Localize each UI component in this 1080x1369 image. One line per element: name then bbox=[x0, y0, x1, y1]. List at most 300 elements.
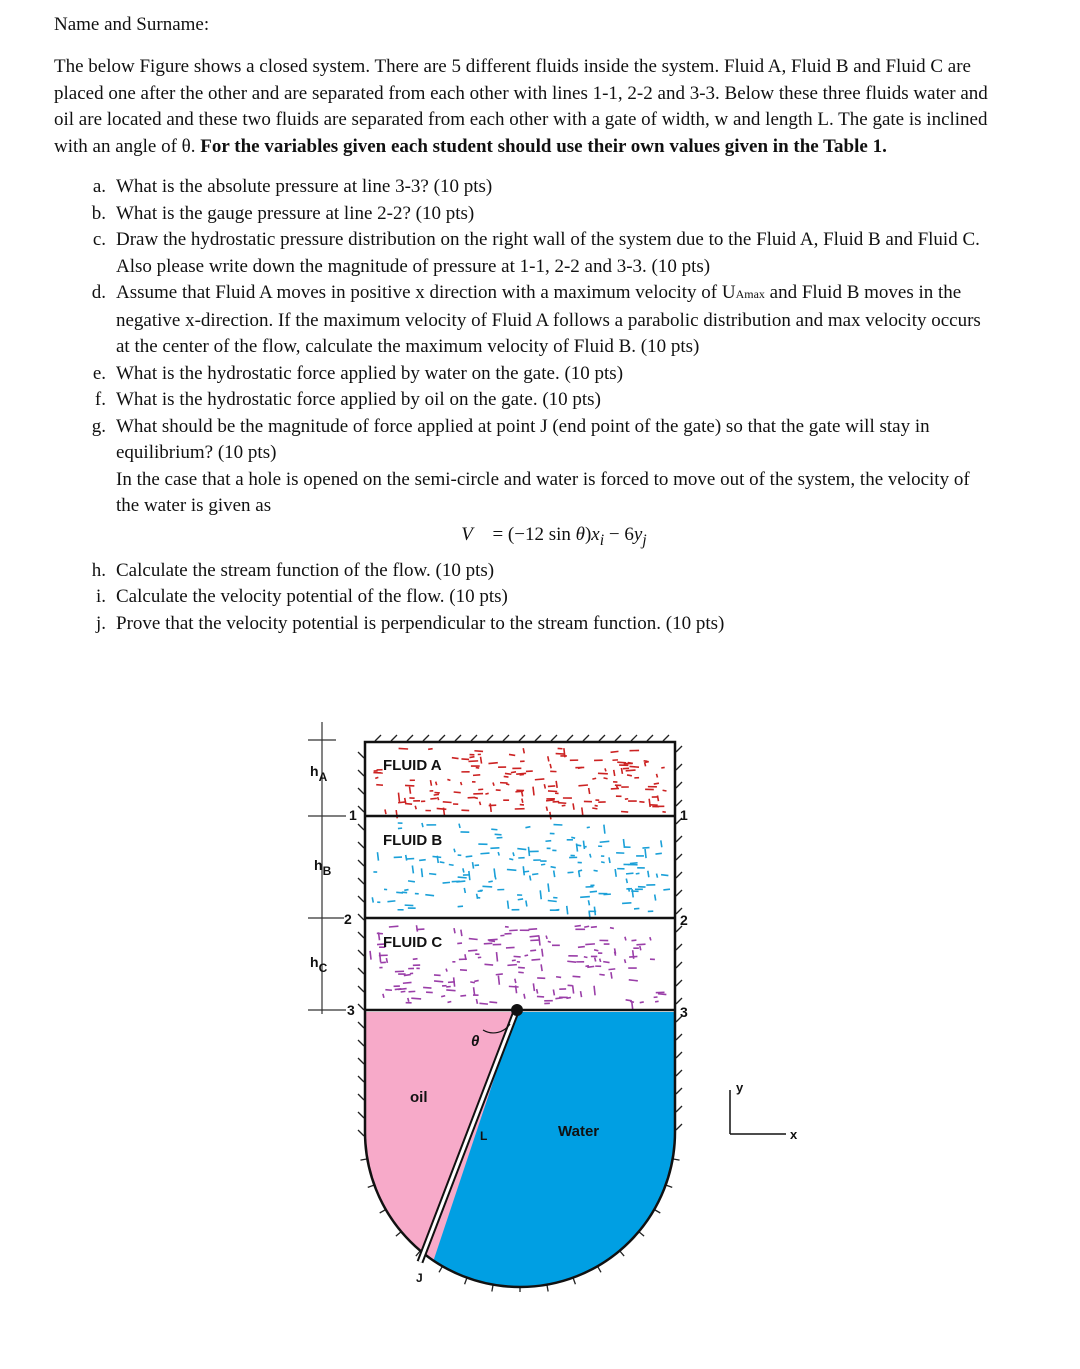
fluid-dash bbox=[640, 1002, 644, 1003]
fluid-dash bbox=[449, 864, 454, 865]
eq-vector: V⃗ bbox=[461, 523, 488, 545]
fluid-dash bbox=[599, 974, 604, 975]
intro-bold: For the variables given each student should use their own values given in the Table 1. bbox=[200, 135, 887, 157]
fluid-dash bbox=[621, 768, 622, 774]
fluid-dash bbox=[498, 852, 499, 855]
fluid-dash bbox=[655, 894, 656, 900]
hatch-mark bbox=[358, 968, 364, 974]
fluid-dash bbox=[386, 958, 387, 963]
fluid-dash bbox=[473, 862, 474, 868]
fluid-dash bbox=[479, 1003, 487, 1004]
fluid-dash bbox=[494, 868, 495, 876]
water-label: Water bbox=[558, 1123, 600, 1140]
hatch-mark bbox=[676, 890, 682, 896]
fluid-dash bbox=[452, 758, 459, 759]
hatch-mark bbox=[676, 1034, 682, 1040]
fluid-dash bbox=[480, 802, 481, 805]
document-page bbox=[54, 10, 994, 637]
fluid-dash bbox=[511, 772, 516, 773]
axis-x-label: x bbox=[790, 1127, 798, 1142]
fluid-dash bbox=[377, 852, 378, 860]
fluid-dash bbox=[468, 761, 478, 762]
fluid-dash bbox=[398, 793, 399, 802]
hatch-mark bbox=[358, 914, 364, 920]
fluid-dash bbox=[372, 897, 373, 902]
fluid-dash bbox=[640, 946, 641, 950]
hatch-mark bbox=[676, 1088, 682, 1094]
hatch-mark bbox=[358, 1076, 364, 1082]
fluid-dash bbox=[518, 899, 523, 900]
fluid-dash bbox=[554, 870, 555, 877]
hatch-mark bbox=[631, 735, 637, 741]
fluid-dash bbox=[460, 995, 466, 996]
hatch-mark bbox=[358, 1112, 364, 1118]
fluid-dash bbox=[387, 901, 395, 902]
fluid-dash bbox=[411, 998, 421, 999]
fluid-dash bbox=[488, 881, 492, 882]
question-list bbox=[54, 174, 994, 637]
hatch-mark bbox=[358, 1040, 364, 1046]
hatch-mark bbox=[391, 735, 397, 741]
hatch-mark bbox=[676, 800, 682, 806]
fluid-dash bbox=[432, 856, 441, 857]
fluid-dash bbox=[525, 955, 529, 956]
fluid-dash bbox=[509, 754, 515, 755]
hatch-mark bbox=[663, 735, 669, 741]
hatch-mark bbox=[535, 735, 541, 741]
fluid-dash bbox=[509, 859, 513, 860]
line-3-left-label: 3 bbox=[347, 1002, 355, 1018]
fluid-dash bbox=[648, 871, 649, 877]
hatch-mark bbox=[358, 1130, 364, 1136]
fluid-dash bbox=[448, 1002, 452, 1003]
fluid-dash bbox=[474, 980, 478, 981]
hatch-mark bbox=[676, 1106, 682, 1112]
fluid-dash bbox=[541, 864, 545, 865]
question-a bbox=[54, 174, 994, 201]
question-text: What is the gauge pressure at line 2-2? (10 pts) bbox=[116, 202, 475, 224]
fluid-dash bbox=[530, 936, 540, 937]
fluid-dash bbox=[533, 983, 534, 991]
fluid-dash bbox=[396, 892, 403, 893]
fluid-dash bbox=[657, 874, 658, 878]
fluid-b-label: FLUID B bbox=[383, 832, 443, 849]
fluid-dash bbox=[398, 989, 407, 990]
fluid-dash bbox=[546, 807, 547, 811]
fluid-dash bbox=[540, 890, 541, 899]
hatch-mark bbox=[676, 1052, 682, 1058]
fluid-dash bbox=[469, 939, 478, 940]
question-d bbox=[54, 280, 994, 361]
fluid-dash bbox=[454, 977, 455, 986]
fluid-dash bbox=[509, 930, 517, 931]
fluid-dash bbox=[590, 891, 597, 892]
fluid-dash bbox=[509, 986, 519, 987]
hatch-mark bbox=[358, 752, 364, 758]
fluid-dash bbox=[545, 841, 551, 842]
fluid-dash bbox=[415, 806, 416, 810]
fluid-dash bbox=[581, 991, 582, 997]
fluid-dash bbox=[658, 994, 666, 995]
fluid-dash bbox=[383, 994, 384, 998]
fluid-dash bbox=[573, 976, 581, 977]
fluid-dash bbox=[385, 809, 386, 814]
fluid-dash bbox=[419, 860, 426, 861]
fluid-dash bbox=[630, 863, 638, 864]
fluid-dash bbox=[615, 869, 616, 877]
hatch-mark bbox=[676, 1070, 682, 1076]
fluid-dash bbox=[425, 895, 434, 896]
hatch-mark bbox=[615, 735, 621, 741]
point-j-label: J bbox=[416, 1271, 423, 1285]
fluid-dash bbox=[661, 875, 668, 876]
fluid-dash bbox=[498, 976, 499, 985]
question-text-part: Assume that Fluid A moves in positive x direction with a maximum velocity of U bbox=[116, 282, 736, 303]
velocity-equation bbox=[54, 522, 994, 554]
fluid-dash bbox=[541, 964, 542, 971]
fluid-dash bbox=[520, 774, 524, 775]
fluid-dash bbox=[611, 972, 612, 979]
fluid-dash bbox=[528, 929, 537, 930]
hatch-mark bbox=[358, 932, 364, 938]
fluid-dash bbox=[645, 762, 646, 766]
fluid-dash bbox=[615, 948, 616, 953]
hatch-mark bbox=[358, 770, 364, 776]
fluid-dash bbox=[522, 792, 523, 797]
fluid-dash bbox=[600, 841, 610, 842]
fluid-dash bbox=[625, 937, 626, 941]
question-label: i. bbox=[95, 586, 106, 608]
fluid-dash bbox=[573, 803, 574, 809]
fluid-dash bbox=[405, 804, 412, 805]
fluid-dash bbox=[657, 796, 658, 802]
oil-label: oil bbox=[410, 1089, 428, 1106]
fluid-dash bbox=[488, 939, 498, 940]
fluid-dash bbox=[584, 957, 588, 958]
question-text: What is the absolute pressure at line 3-3? (10 pts) bbox=[116, 176, 493, 197]
fluid-dash bbox=[533, 787, 534, 796]
fluid-dash bbox=[459, 824, 460, 828]
fluid-dash bbox=[609, 857, 610, 863]
name-label: Name and Surname: bbox=[54, 14, 210, 35]
fluid-dash bbox=[525, 827, 530, 828]
fluid-dash bbox=[389, 926, 399, 927]
fluid-dash bbox=[535, 779, 545, 780]
hatch-mark bbox=[423, 735, 429, 741]
fluid-dash bbox=[504, 776, 509, 777]
hatch-mark bbox=[358, 1004, 364, 1010]
question-label: a. bbox=[92, 176, 106, 197]
fluid-dash bbox=[378, 932, 379, 940]
fluid-dash bbox=[636, 944, 645, 945]
fluid-dash bbox=[408, 881, 415, 882]
question-label: g. bbox=[91, 415, 106, 437]
fluid-dash bbox=[482, 886, 492, 887]
fluid-dash bbox=[551, 867, 556, 868]
fluid-dash bbox=[627, 775, 632, 776]
fluid-dash bbox=[458, 877, 467, 878]
fluid-dash bbox=[567, 961, 576, 962]
fluid-dash bbox=[496, 952, 497, 961]
question-text-part: and Fluid B moves in the negative x-direction. If the maximum velocity of Fluid A follows a parabolic distribution and max velocity occurs at the center of the flow, calculate the maximum velocity of Fluid B. (10 pts) bbox=[116, 282, 981, 357]
fluid-dash bbox=[622, 903, 631, 904]
fluid-dash bbox=[548, 900, 557, 901]
fluid-dash bbox=[531, 959, 540, 960]
hatch-mark bbox=[676, 962, 682, 968]
fluid-dash bbox=[458, 906, 463, 907]
fluid-dash bbox=[591, 927, 597, 928]
gate-hinge bbox=[511, 1004, 523, 1016]
fluid-dash bbox=[454, 849, 455, 853]
fluid-dash bbox=[523, 866, 524, 875]
hatch-mark bbox=[439, 735, 445, 741]
fluid-dash bbox=[507, 870, 516, 871]
hatch-mark bbox=[551, 735, 557, 741]
fluid-dash bbox=[506, 784, 509, 785]
fluid-dash bbox=[461, 782, 462, 785]
fluid-dash bbox=[631, 940, 636, 941]
fluid-dash bbox=[440, 862, 445, 863]
fluid-dash bbox=[470, 982, 475, 983]
hatch-mark bbox=[358, 950, 364, 956]
fluid-dash bbox=[548, 756, 549, 761]
fluid-dash bbox=[614, 770, 615, 776]
question-label: e. bbox=[92, 362, 106, 384]
fluid-dash bbox=[437, 808, 447, 809]
angle-label: θ bbox=[471, 1033, 480, 1050]
fluid-dash bbox=[385, 990, 392, 991]
fluid-dash bbox=[515, 979, 516, 983]
hatch-mark bbox=[676, 980, 682, 986]
fluid-dash bbox=[434, 794, 439, 795]
fluid-dash bbox=[546, 800, 555, 801]
fluid-dash bbox=[537, 989, 538, 994]
fluid-dash bbox=[430, 798, 437, 799]
fluid-dash bbox=[617, 762, 626, 763]
fluid-dash bbox=[604, 778, 608, 779]
fluid-dash bbox=[663, 889, 670, 890]
question-text: Calculate the velocity potential of the flow. (10 pts) bbox=[116, 586, 508, 608]
fluid-dash bbox=[589, 788, 590, 794]
fluid-dash bbox=[564, 748, 565, 757]
intro-text: The below Figure shows a closed system. There are 5 different fluids inside the system. Fluid A, Fluid B and Fluid C are placed one after the other and are separated from each other with lines 1-1, 2-2 and 3-3. Below these three fluids water and oil are located and these two fluids are separated from each other with a gate of width, w and length L. The gate is inclined with an angle of θ. bbox=[54, 56, 988, 157]
hatch-mark bbox=[358, 824, 364, 830]
hatch-mark bbox=[358, 806, 364, 812]
fluid-dash bbox=[399, 748, 409, 749]
hatch-mark bbox=[503, 735, 509, 741]
fluid-dash bbox=[655, 853, 661, 854]
hatch-mark bbox=[647, 735, 653, 741]
fluid-dash bbox=[475, 798, 478, 799]
system-figure bbox=[290, 712, 810, 1292]
fluid-dash bbox=[626, 1000, 632, 1001]
fluid-dash bbox=[512, 960, 516, 961]
question-label: f. bbox=[94, 389, 106, 410]
fluid-dash bbox=[484, 964, 493, 965]
fluid-dash bbox=[548, 791, 557, 792]
fluid-dash bbox=[443, 802, 452, 803]
fluid-dash bbox=[588, 900, 589, 905]
fluid-dash bbox=[625, 959, 626, 963]
fluid-dash bbox=[461, 759, 469, 760]
fluid-dash bbox=[469, 757, 474, 758]
hatch-mark bbox=[471, 735, 477, 741]
question-c bbox=[54, 227, 994, 280]
hatch-mark bbox=[358, 1094, 364, 1100]
fluid-dash bbox=[473, 775, 480, 776]
fluid-dash bbox=[571, 837, 575, 838]
fluid-dash bbox=[587, 827, 590, 828]
fluid-dash bbox=[404, 890, 408, 891]
fluid-dash bbox=[650, 937, 651, 940]
hatch-mark bbox=[358, 878, 364, 884]
fluid-dash bbox=[523, 748, 524, 753]
fluid-dash bbox=[645, 849, 646, 858]
question-label: b. bbox=[91, 202, 106, 224]
hatch-mark bbox=[599, 735, 605, 741]
fluid-dash bbox=[611, 751, 619, 752]
hatch-mark bbox=[676, 764, 682, 770]
fluid-dash bbox=[628, 762, 633, 763]
fluid-dash bbox=[408, 998, 409, 1002]
h-b-label: hB bbox=[314, 857, 332, 878]
hatch-mark bbox=[358, 842, 364, 848]
fluid-dash bbox=[429, 874, 436, 875]
fluid-dash bbox=[601, 862, 605, 863]
line-1-left-label: 1 bbox=[349, 807, 357, 823]
fluid-dash bbox=[590, 854, 591, 858]
fluid-dash bbox=[539, 936, 540, 945]
h-a-label: hA bbox=[310, 763, 328, 784]
fluid-dash bbox=[623, 839, 624, 848]
fluid-dash bbox=[454, 792, 461, 793]
fluid-dash bbox=[575, 926, 581, 927]
question-j bbox=[54, 611, 994, 638]
fluid-dash bbox=[526, 901, 527, 907]
hatch-mark bbox=[407, 735, 413, 741]
hatch-mark bbox=[676, 1124, 682, 1130]
fluid-a-label: FLUID A bbox=[383, 757, 442, 774]
fluid-dash bbox=[416, 925, 417, 931]
fluid-dash bbox=[477, 897, 481, 898]
fluid-dash bbox=[515, 791, 523, 792]
subscript: Amax bbox=[735, 287, 765, 301]
fluid-dash bbox=[434, 981, 443, 982]
fluid-dash bbox=[585, 944, 595, 945]
hatch-mark bbox=[583, 735, 589, 741]
question-e bbox=[54, 361, 994, 388]
hatch-mark bbox=[519, 735, 525, 741]
hatch-mark bbox=[358, 788, 364, 794]
fluid-dash bbox=[505, 773, 511, 774]
eq-y: y bbox=[633, 523, 643, 545]
fluid-dash bbox=[403, 982, 412, 983]
fluid-dash bbox=[548, 941, 551, 942]
question-text: Calculate the stream function of the flow. (10 pts) bbox=[116, 559, 495, 581]
fluid-dash bbox=[476, 999, 477, 1004]
fluid-dash bbox=[621, 812, 628, 813]
line-2-right-label: 2 bbox=[680, 912, 688, 928]
eq-part: ) bbox=[584, 523, 592, 545]
fluid-dash bbox=[530, 950, 536, 951]
fluid-dash bbox=[514, 956, 521, 957]
line-1-right-label: 1 bbox=[680, 807, 688, 823]
fluid-dash bbox=[438, 797, 439, 800]
hatch-mark bbox=[676, 746, 682, 752]
fluid-dash bbox=[430, 780, 431, 786]
question-b bbox=[54, 201, 994, 228]
fluid-dash bbox=[447, 779, 450, 780]
fluid-dash bbox=[485, 793, 488, 794]
question-i bbox=[54, 584, 994, 611]
fluid-dash bbox=[423, 987, 431, 988]
fluid-dash bbox=[546, 936, 547, 939]
fluid-dash bbox=[654, 783, 659, 784]
fluid-dash bbox=[380, 952, 381, 962]
fluid-dash bbox=[443, 882, 450, 883]
question-label: h. bbox=[91, 559, 106, 581]
fluid-dash bbox=[464, 888, 465, 893]
fluid-dash bbox=[530, 876, 531, 881]
axis-y-label: y bbox=[736, 1080, 744, 1095]
intro-paragraph bbox=[54, 54, 994, 160]
fluid-dash bbox=[629, 980, 638, 981]
fluid-dash bbox=[532, 874, 538, 875]
question-label: d. bbox=[91, 282, 106, 303]
hatch-mark bbox=[358, 1022, 364, 1028]
fluid-dash bbox=[507, 965, 517, 966]
fluid-dash bbox=[476, 768, 479, 769]
fluid-dash bbox=[493, 782, 494, 785]
fluid-dash bbox=[580, 897, 590, 898]
question-text: What is the hydrostatic force applied by oil on the gate. (10 pts) bbox=[116, 389, 601, 410]
fluid-dash bbox=[630, 1001, 634, 1002]
question-label: c. bbox=[92, 229, 106, 250]
fluid-dash bbox=[594, 950, 598, 951]
fluid-dash bbox=[628, 888, 629, 892]
gate-length-label: L bbox=[480, 1129, 488, 1143]
fluid-dash bbox=[463, 868, 464, 872]
fluid-dash bbox=[626, 770, 636, 771]
fluid-dash bbox=[610, 928, 614, 929]
eq-part: = (−12 sin bbox=[487, 523, 576, 545]
fluid-dash bbox=[592, 778, 596, 779]
question-label: j. bbox=[95, 612, 106, 634]
fluid-dash bbox=[550, 764, 551, 768]
fluid-dash bbox=[489, 1002, 497, 1003]
fluid-dash bbox=[446, 990, 455, 991]
eq-x: x bbox=[591, 523, 600, 545]
fluid-dash bbox=[542, 949, 543, 957]
fluid-dash bbox=[567, 906, 568, 914]
hatch-mark bbox=[676, 782, 682, 788]
fluid-dash bbox=[457, 943, 462, 944]
fluid-dash bbox=[468, 950, 477, 951]
fluid-dash bbox=[548, 883, 549, 891]
hatch-mark bbox=[487, 735, 493, 741]
hatch-mark bbox=[455, 735, 461, 741]
fluid-dash bbox=[558, 803, 566, 804]
fluid-dash bbox=[466, 856, 473, 857]
fluid-dash bbox=[629, 956, 637, 957]
question-g bbox=[54, 414, 994, 520]
line-3-right-label: 3 bbox=[680, 1004, 688, 1020]
fluid-dash bbox=[460, 970, 467, 971]
fluid-dash bbox=[441, 996, 445, 997]
hatch-mark bbox=[676, 854, 682, 860]
fluid-dash bbox=[481, 757, 482, 764]
fluid-dash bbox=[663, 790, 667, 791]
